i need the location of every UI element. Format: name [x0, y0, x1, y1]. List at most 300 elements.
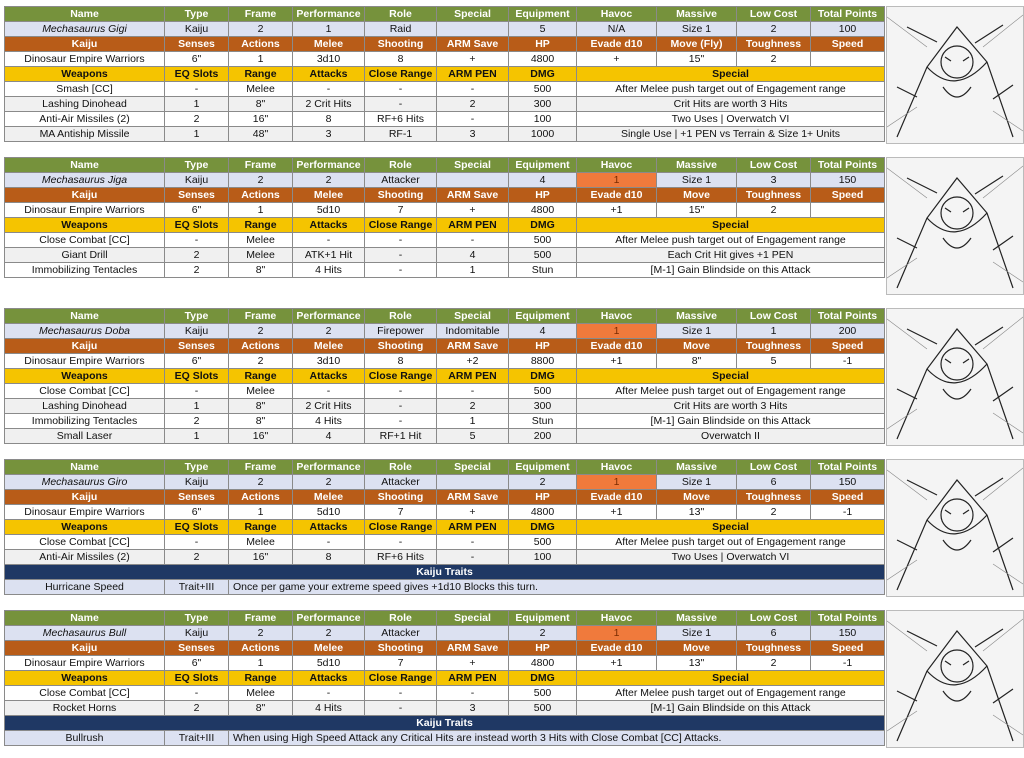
weapon-special: [M-1] Gain Blindside on this Attack	[577, 701, 885, 716]
header-range: Range	[229, 218, 293, 233]
unit-equipment: 2	[509, 626, 577, 641]
weapon-attacks: -	[293, 686, 365, 701]
header-frame: Frame	[229, 460, 293, 475]
unit-equipment: 4	[509, 324, 577, 339]
header-type: Type	[165, 7, 229, 22]
weapon-attacks: ATK+1 Hit	[293, 248, 365, 263]
header-shooting: Shooting	[365, 37, 437, 52]
header-speed: Speed	[811, 37, 885, 52]
header-kaiju: Kaiju	[5, 188, 165, 203]
kaiju-evade: +1	[577, 656, 657, 671]
header-kaiju: Kaiju	[5, 37, 165, 52]
weapon-arm-pen: -	[437, 233, 509, 248]
weapon-dmg: 200	[509, 429, 577, 444]
header-speed: Speed	[811, 188, 885, 203]
trait-text: Once per game your extreme speed gives +1d10 Blocks this turn.	[229, 580, 885, 595]
header-performance: Performance	[293, 309, 365, 324]
header-weapon-special: Special	[577, 67, 885, 82]
unit-type: Kaiju	[165, 173, 229, 188]
unit-name: Mechasaurus Jiga	[5, 173, 165, 188]
kaiju-evade: +1	[577, 354, 657, 369]
unit-special	[437, 475, 509, 490]
weapon-name: Close Combat [CC]	[5, 686, 165, 701]
header-type: Type	[165, 158, 229, 173]
header-arm-save: ARM Save	[437, 490, 509, 505]
header-weapons: Weapons	[5, 369, 165, 384]
header-range: Range	[229, 520, 293, 535]
header-special: Special	[437, 309, 509, 324]
weapon-close-range: -	[365, 414, 437, 429]
header-dmg: DMG	[509, 218, 577, 233]
traits-header-row	[5, 716, 885, 731]
weapon-close-range: -	[365, 399, 437, 414]
weapon-eq-slots: 2	[165, 701, 229, 716]
header-type: Type	[165, 611, 229, 626]
header-attacks: Attacks	[293, 369, 365, 384]
weapon-attacks: 4	[293, 429, 365, 444]
header-move: Move	[657, 641, 737, 656]
weapon-close-range: -	[365, 97, 437, 112]
weapon-dmg: 100	[509, 550, 577, 565]
kaiju-values-row	[5, 52, 885, 67]
header-arm-pen: ARM PEN	[437, 67, 509, 82]
header-weapons: Weapons	[5, 218, 165, 233]
weapon-range: Melee	[229, 686, 293, 701]
kaiju-artwork-icon	[887, 158, 1023, 294]
header-name: Name	[5, 7, 165, 22]
weapon-name: Small Laser	[5, 429, 165, 444]
weapons-header-row	[5, 520, 885, 535]
header-total-points: Total Points	[811, 460, 885, 475]
header-performance: Performance	[293, 460, 365, 475]
header-low-cost: Low Cost	[737, 7, 811, 22]
header-weapon-special: Special	[577, 671, 885, 686]
weapon-special: Overwatch II	[577, 429, 885, 444]
unit-low-cost: 1	[737, 324, 811, 339]
header-type: Type	[165, 309, 229, 324]
header-havoc: Havoc	[577, 158, 657, 173]
unit-type: Kaiju	[165, 626, 229, 641]
header-evade: Evade d10	[577, 490, 657, 505]
weapon-range: 8"	[229, 701, 293, 716]
header-arm-save: ARM Save	[437, 188, 509, 203]
header-speed: Speed	[811, 490, 885, 505]
weapon-dmg: 500	[509, 535, 577, 550]
weapon-eq-slots: 2	[165, 112, 229, 127]
header-special: Special	[437, 158, 509, 173]
kaiju-artwork-icon	[887, 7, 1023, 143]
header-role: Role	[365, 158, 437, 173]
unit-values-row	[5, 173, 885, 188]
weapon-arm-pen: 2	[437, 97, 509, 112]
weapon-eq-slots: -	[165, 535, 229, 550]
unit-illustration	[886, 610, 1024, 748]
unit-name: Mechasaurus Bull	[5, 626, 165, 641]
unit-low-cost: 3	[737, 173, 811, 188]
weapon-name: Close Combat [CC]	[5, 384, 165, 399]
weapon-name: Smash [CC]	[5, 82, 165, 97]
weapon-dmg: 300	[509, 97, 577, 112]
kaiju-faction: Dinosaur Empire Warriors	[5, 52, 165, 67]
trait-row	[5, 731, 885, 746]
header-name: Name	[5, 309, 165, 324]
weapon-close-range: -	[365, 701, 437, 716]
weapon-name: Close Combat [CC]	[5, 535, 165, 550]
header-havoc: Havoc	[577, 460, 657, 475]
weapon-arm-pen: 4	[437, 248, 509, 263]
weapon-attacks: 2 Crit Hits	[293, 97, 365, 112]
weapon-eq-slots: -	[165, 82, 229, 97]
weapon-attacks: -	[293, 384, 365, 399]
weapon-eq-slots: 2	[165, 414, 229, 429]
kaiju-senses: 6"	[165, 505, 229, 520]
kaiju-speed: -1	[811, 656, 885, 671]
header-actions: Actions	[229, 339, 293, 354]
header-hp: HP	[509, 37, 577, 52]
weapon-name: Lashing Dinohead	[5, 399, 165, 414]
weapons-header-row	[5, 218, 885, 233]
header-actions: Actions	[229, 641, 293, 656]
weapons-header-row	[5, 67, 885, 82]
weapon-arm-pen: -	[437, 686, 509, 701]
weapon-row	[5, 112, 885, 127]
header-dmg: DMG	[509, 369, 577, 384]
weapon-name: Close Combat [CC]	[5, 233, 165, 248]
weapon-close-range: -	[365, 686, 437, 701]
kaiju-artwork-icon	[887, 611, 1023, 747]
kaiju-senses: 6"	[165, 52, 229, 67]
weapon-attacks: 2 Crit Hits	[293, 399, 365, 414]
unit-name: Mechasaurus Gigi	[5, 22, 165, 37]
header-name: Name	[5, 611, 165, 626]
kaiju-senses: 6"	[165, 354, 229, 369]
header-performance: Performance	[293, 611, 365, 626]
weapon-special: Single Use | +1 PEN vs Terrain & Size 1+ Units	[577, 127, 885, 142]
header-performance: Performance	[293, 7, 365, 22]
unit-massive: Size 1	[657, 173, 737, 188]
weapon-eq-slots: -	[165, 686, 229, 701]
weapon-special: [M-1] Gain Blindside on this Attack	[577, 263, 885, 278]
weapon-row	[5, 686, 885, 701]
header-weapons: Weapons	[5, 671, 165, 686]
kaiju-toughness: 2	[737, 52, 811, 67]
header-speed: Speed	[811, 339, 885, 354]
unit-massive: Size 1	[657, 475, 737, 490]
header-hp: HP	[509, 641, 577, 656]
header-toughness: Toughness	[737, 490, 811, 505]
header-low-cost: Low Cost	[737, 611, 811, 626]
header-kaiju: Kaiju	[5, 490, 165, 505]
kaiju-header-row	[5, 37, 885, 52]
kaiju-faction: Dinosaur Empire Warriors	[5, 354, 165, 369]
weapon-dmg: 300	[509, 399, 577, 414]
header-special: Special	[437, 460, 509, 475]
unit-frame: 2	[229, 626, 293, 641]
header-close-range: Close Range	[365, 369, 437, 384]
weapon-range: Melee	[229, 384, 293, 399]
weapon-name: Anti-Air Missiles (2)	[5, 550, 165, 565]
weapon-arm-pen: 1	[437, 263, 509, 278]
weapon-close-range: -	[365, 82, 437, 97]
unit-special: Indomitable	[437, 324, 509, 339]
weapon-attacks: -	[293, 535, 365, 550]
weapon-eq-slots: -	[165, 233, 229, 248]
header-close-range: Close Range	[365, 67, 437, 82]
header-total-points: Total Points	[811, 611, 885, 626]
unit-stat-table	[4, 459, 885, 595]
weapon-row	[5, 233, 885, 248]
weapon-range: 8"	[229, 263, 293, 278]
header-attacks: Attacks	[293, 67, 365, 82]
header-eq-slots: EQ Slots	[165, 369, 229, 384]
weapon-range: 8"	[229, 399, 293, 414]
header-shooting: Shooting	[365, 641, 437, 656]
weapon-attacks: -	[293, 233, 365, 248]
header-frame: Frame	[229, 611, 293, 626]
weapon-dmg: 500	[509, 233, 577, 248]
trait-row	[5, 580, 885, 595]
header-weapon-special: Special	[577, 218, 885, 233]
weapon-eq-slots: 1	[165, 127, 229, 142]
unit-header-row	[5, 158, 885, 173]
unit-total-points: 150	[811, 626, 885, 641]
unit-performance: 1	[293, 22, 365, 37]
weapon-range: 16"	[229, 112, 293, 127]
weapon-name: Rocket Horns	[5, 701, 165, 716]
kaiju-actions: 2	[229, 354, 293, 369]
unit-values-row	[5, 475, 885, 490]
unit-role: Attacker	[365, 173, 437, 188]
weapon-close-range: -	[365, 248, 437, 263]
trait-name: Hurricane Speed	[5, 580, 165, 595]
kaiju-speed: -1	[811, 354, 885, 369]
trait-type: Trait+III	[165, 731, 229, 746]
weapon-row	[5, 535, 885, 550]
unit-equipment: 2	[509, 475, 577, 490]
header-speed: Speed	[811, 641, 885, 656]
unit-type: Kaiju	[165, 22, 229, 37]
header-massive: Massive	[657, 611, 737, 626]
kaiju-shooting: 8	[365, 354, 437, 369]
unit-low-cost: 6	[737, 475, 811, 490]
unit-header-row	[5, 7, 885, 22]
header-melee: Melee	[293, 37, 365, 52]
header-range: Range	[229, 67, 293, 82]
kaiju-hp: 4800	[509, 52, 577, 67]
header-move: Move	[657, 188, 737, 203]
kaiju-shooting: 7	[365, 203, 437, 218]
header-equipment: Equipment	[509, 158, 577, 173]
weapon-special: After Melee push target out of Engagement range	[577, 535, 885, 550]
kaiju-speed	[811, 52, 885, 67]
weapon-dmg: 500	[509, 701, 577, 716]
kaiju-hp: 4800	[509, 203, 577, 218]
header-total-points: Total Points	[811, 7, 885, 22]
unit-massive: Size 1	[657, 626, 737, 641]
header-low-cost: Low Cost	[737, 158, 811, 173]
header-evade: Evade d10	[577, 188, 657, 203]
weapon-arm-pen: 3	[437, 127, 509, 142]
weapon-name: Giant Drill	[5, 248, 165, 263]
header-shooting: Shooting	[365, 188, 437, 203]
weapon-special: Each Crit Hit gives +1 PEN	[577, 248, 885, 263]
header-eq-slots: EQ Slots	[165, 671, 229, 686]
unit-illustration	[886, 6, 1024, 144]
kaiju-faction: Dinosaur Empire Warriors	[5, 203, 165, 218]
unit-performance: 2	[293, 324, 365, 339]
header-melee: Melee	[293, 641, 365, 656]
weapon-row	[5, 414, 885, 429]
header-actions: Actions	[229, 37, 293, 52]
kaiju-melee: 5d10	[293, 203, 365, 218]
kaiju-arm-save: +	[437, 505, 509, 520]
kaiju-move: 8"	[657, 354, 737, 369]
weapon-arm-pen: -	[437, 82, 509, 97]
unit-massive: Size 1	[657, 324, 737, 339]
header-dmg: DMG	[509, 67, 577, 82]
header-dmg: DMG	[509, 671, 577, 686]
unit-total-points: 100	[811, 22, 885, 37]
weapon-range: 16"	[229, 550, 293, 565]
kaiju-hp: 8800	[509, 354, 577, 369]
weapon-close-range: -	[365, 535, 437, 550]
kaiju-evade: +	[577, 52, 657, 67]
weapon-attacks: -	[293, 82, 365, 97]
header-havoc: Havoc	[577, 7, 657, 22]
header-senses: Senses	[165, 641, 229, 656]
kaiju-faction: Dinosaur Empire Warriors	[5, 656, 165, 671]
unit-performance: 2	[293, 475, 365, 490]
kaiju-evade: +1	[577, 203, 657, 218]
weapon-range: Melee	[229, 248, 293, 263]
weapon-row	[5, 384, 885, 399]
kaiju-header-row	[5, 188, 885, 203]
unit-equipment: 4	[509, 173, 577, 188]
header-range: Range	[229, 369, 293, 384]
unit-havoc: 1	[577, 626, 657, 641]
header-hp: HP	[509, 490, 577, 505]
header-arm-pen: ARM PEN	[437, 369, 509, 384]
header-kaiju: Kaiju	[5, 641, 165, 656]
unit-type: Kaiju	[165, 475, 229, 490]
header-attacks: Attacks	[293, 520, 365, 535]
weapons-header-row	[5, 369, 885, 384]
header-role: Role	[365, 7, 437, 22]
unit-type: Kaiju	[165, 324, 229, 339]
unit-total-points: 200	[811, 324, 885, 339]
header-toughness: Toughness	[737, 339, 811, 354]
header-havoc: Havoc	[577, 611, 657, 626]
unit-illustration	[886, 459, 1024, 597]
weapon-row	[5, 399, 885, 414]
weapon-special: After Melee push target out of Engagement range	[577, 384, 885, 399]
kaiju-values-row	[5, 656, 885, 671]
unit-stat-table	[4, 6, 885, 142]
weapon-range: 8"	[229, 414, 293, 429]
unit-card	[4, 459, 1020, 599]
weapon-dmg: 500	[509, 686, 577, 701]
weapon-row	[5, 97, 885, 112]
kaiju-speed	[811, 203, 885, 218]
unit-values-row	[5, 324, 885, 339]
unit-special	[437, 626, 509, 641]
kaiju-senses: 6"	[165, 656, 229, 671]
header-toughness: Toughness	[737, 37, 811, 52]
unit-card	[4, 157, 1020, 282]
header-shooting: Shooting	[365, 490, 437, 505]
unit-special	[437, 22, 509, 37]
weapon-arm-pen: 5	[437, 429, 509, 444]
header-eq-slots: EQ Slots	[165, 67, 229, 82]
header-arm-save: ARM Save	[437, 37, 509, 52]
header-massive: Massive	[657, 158, 737, 173]
unit-low-cost: 2	[737, 22, 811, 37]
weapon-close-range: -	[365, 384, 437, 399]
header-senses: Senses	[165, 188, 229, 203]
weapons-header-row	[5, 671, 885, 686]
weapon-name: MA Antiship Missile	[5, 127, 165, 142]
kaiju-toughness: 2	[737, 505, 811, 520]
unit-header-row	[5, 460, 885, 475]
kaiju-arm-save: +	[437, 52, 509, 67]
weapon-special: After Melee push target out of Engagement range	[577, 233, 885, 248]
kaiju-shooting: 7	[365, 656, 437, 671]
header-arm-save: ARM Save	[437, 339, 509, 354]
weapon-range: 16"	[229, 429, 293, 444]
header-actions: Actions	[229, 490, 293, 505]
header-name: Name	[5, 158, 165, 173]
kaiju-shooting: 8	[365, 52, 437, 67]
kaiju-melee: 5d10	[293, 505, 365, 520]
kaiju-actions: 1	[229, 203, 293, 218]
header-arm-save: ARM Save	[437, 641, 509, 656]
header-role: Role	[365, 611, 437, 626]
header-evade: Evade d10	[577, 37, 657, 52]
kaiju-artwork-icon	[887, 309, 1023, 445]
weapon-eq-slots: 2	[165, 263, 229, 278]
kaiju-values-row	[5, 505, 885, 520]
weapon-arm-pen: -	[437, 112, 509, 127]
kaiju-actions: 1	[229, 505, 293, 520]
weapon-attacks: 3	[293, 127, 365, 142]
weapon-row	[5, 429, 885, 444]
header-senses: Senses	[165, 490, 229, 505]
kaiju-hp: 4800	[509, 505, 577, 520]
header-actions: Actions	[229, 188, 293, 203]
weapon-close-range: -	[365, 263, 437, 278]
weapon-special: Two Uses | Overwatch VI	[577, 112, 885, 127]
weapon-eq-slots: 1	[165, 429, 229, 444]
unit-values-row	[5, 626, 885, 641]
weapon-close-range: RF+1 Hit	[365, 429, 437, 444]
header-kaiju: Kaiju	[5, 339, 165, 354]
weapon-special: Two Uses | Overwatch VI	[577, 550, 885, 565]
unit-frame: 2	[229, 22, 293, 37]
weapon-dmg: Stun	[509, 414, 577, 429]
weapon-arm-pen: -	[437, 384, 509, 399]
weapon-dmg: 100	[509, 112, 577, 127]
unit-stat-table	[4, 308, 885, 444]
unit-special	[437, 173, 509, 188]
weapon-eq-slots: 1	[165, 399, 229, 414]
kaiju-header-row	[5, 339, 885, 354]
weapon-range: Melee	[229, 82, 293, 97]
weapon-name: Lashing Dinohead	[5, 97, 165, 112]
header-performance: Performance	[293, 158, 365, 173]
header-senses: Senses	[165, 37, 229, 52]
header-weapon-special: Special	[577, 520, 885, 535]
header-evade: Evade d10	[577, 641, 657, 656]
